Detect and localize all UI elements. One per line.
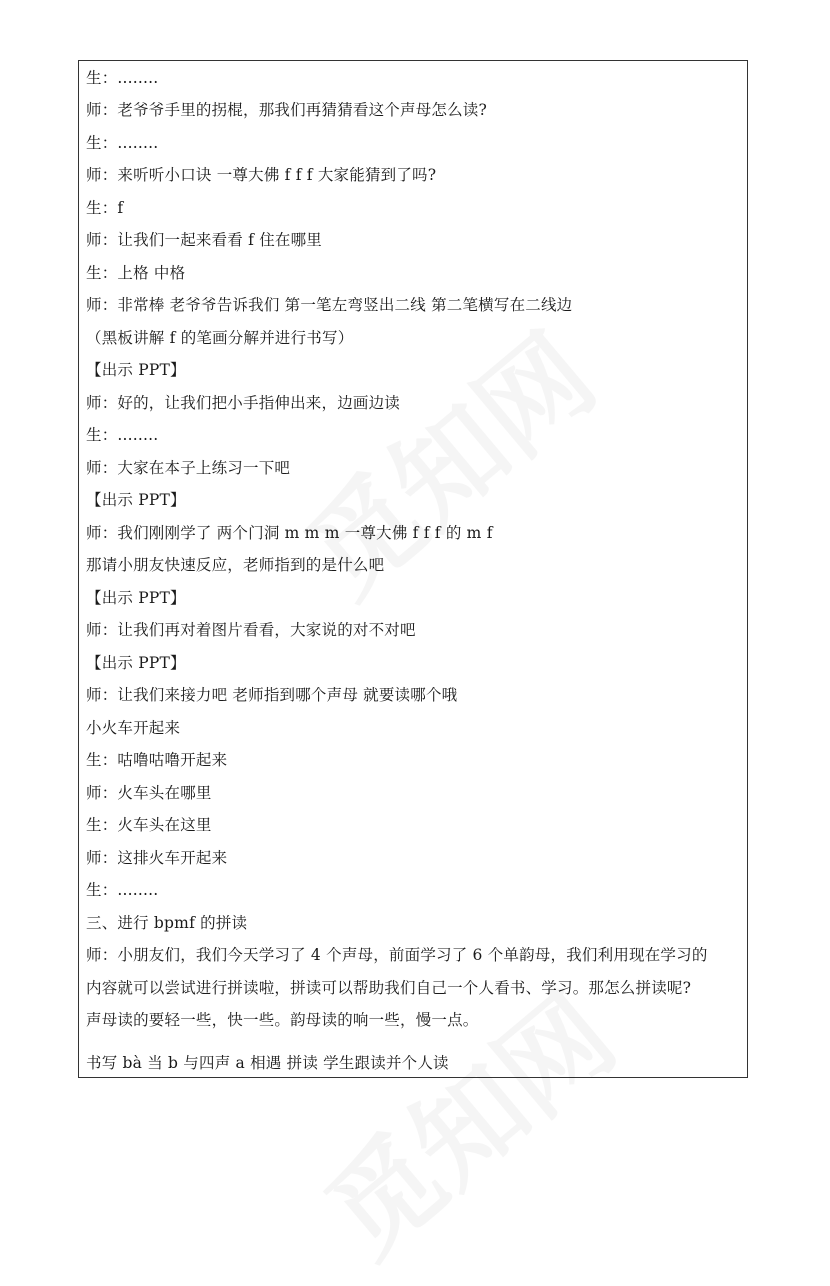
text-line: 师：这排火车开起来 <box>86 849 228 867</box>
text-line: 【出示 PPT】 <box>86 589 186 607</box>
text-line: 师：非常棒 老爷爷告诉我们 第一笔左弯竖出二线 第二笔横写在二线边 <box>86 296 573 314</box>
text-line: 生：火车头在这里 <box>86 816 212 834</box>
text-line: 师：老爷爷手里的拐棍，那我们再猜猜看这个声母怎么读? <box>86 101 488 119</box>
text-line: 【出示 PPT】 <box>86 654 186 672</box>
text-line: 生：........ <box>86 426 159 444</box>
text-line: 师：好的，让我们把小手指伸出来，边画边读 <box>86 394 401 412</box>
text-line: 书写 bà 当 b 与四声 a 相遇 拼读 学生跟读并个人读 <box>86 1054 449 1072</box>
text-line: 生：........ <box>86 881 159 899</box>
text-line: 【出示 PPT】 <box>86 361 186 379</box>
text-line: （黑板讲解 f 的笔画分解并进行书写） <box>86 329 354 347</box>
text-line: 生：上格 中格 <box>86 264 186 282</box>
text-line: 【出示 PPT】 <box>86 491 186 509</box>
text-line: 生：........ <box>86 69 159 87</box>
text-line: 师：让我们一起来看看 f 住在哪里 <box>86 231 322 249</box>
text-line: 小火车开起来 <box>86 719 181 737</box>
text-line: 声母读的要轻一些，快一些。韵母读的响一些，慢一点。 <box>86 1011 479 1029</box>
text-line: 生：f <box>86 199 124 217</box>
text-line: 师：小朋友们，我们今天学习了 4 个声母，前面学习了 6 个单韵母，我们利用现在学习的 <box>86 946 708 964</box>
text-line: 生：........ <box>86 134 159 152</box>
section-heading: 三、进行 bpmf 的拼读 <box>86 914 248 932</box>
text-line: 师：大家在本子上练习一下吧 <box>86 459 291 477</box>
text-line: 内容就可以尝试进行拼读啦，拼读可以帮助我们自己一个人看书、学习。那怎么拼读呢? <box>86 979 692 997</box>
text-line: 那请小朋友快速反应，老师指到的是什么吧 <box>86 556 385 574</box>
text-line: 师：来听听小口诀 一尊大佛 f f f 大家能猜到了吗? <box>86 166 437 184</box>
text-line: 生：咕噜咕噜开起来 <box>86 751 228 769</box>
text-line: 师：火车头在哪里 <box>86 784 212 802</box>
text-line: 师：我们刚刚学了 两个门洞 m m m 一尊大佛 f f f 的 m f <box>86 524 493 542</box>
text-line: 师：让我们来接力吧 老师指到哪个声母 就要读哪个哦 <box>86 686 458 704</box>
text-line: 师：让我们再对着图片看看，大家说的对不对吧 <box>86 621 416 639</box>
